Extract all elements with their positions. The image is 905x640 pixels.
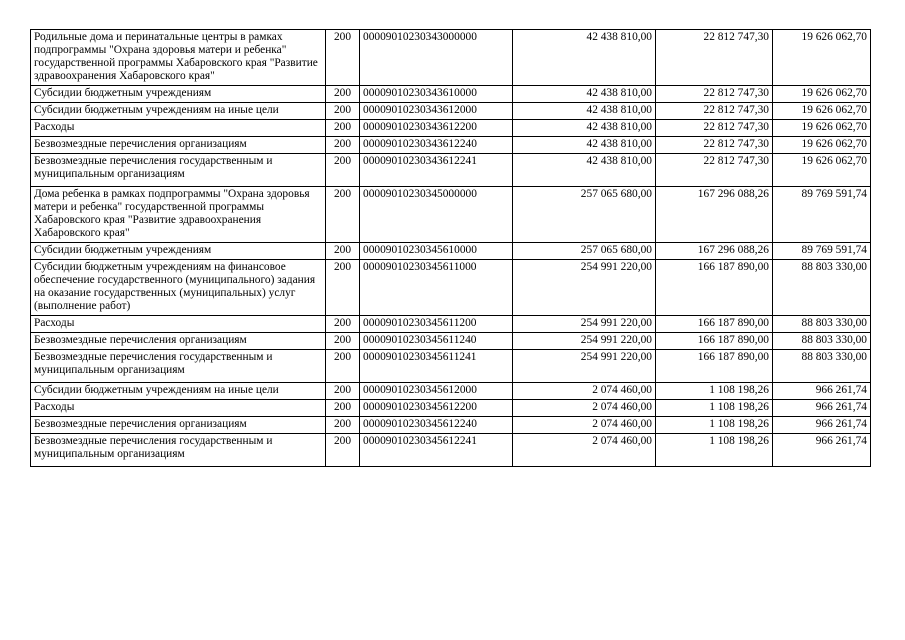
admin-code-cell: 200	[326, 400, 360, 417]
executed-amount-cell: 22 812 747,30	[656, 120, 773, 137]
executed-amount-cell: 1 108 198,26	[656, 383, 773, 400]
executed-amount-cell: 166 187 890,00	[656, 350, 773, 383]
admin-code-cell: 200	[326, 350, 360, 383]
admin-code-cell: 200	[326, 260, 360, 316]
admin-code-cell: 200	[326, 316, 360, 333]
executed-amount-cell: 166 187 890,00	[656, 260, 773, 316]
admin-code-cell: 200	[326, 137, 360, 154]
table-row	[31, 260, 871, 316]
classification-code-cell: 00009010230343612000	[360, 103, 513, 120]
expense-name-cell: Субсидии бюджетным учреждениям на иные цели	[31, 383, 326, 400]
classification-code-cell: 00009010230345612000	[360, 383, 513, 400]
approved-amount-cell: 254 991 220,00	[513, 350, 656, 383]
classification-code-cell: 00009010230343612241	[360, 154, 513, 187]
unexecuted-amount-cell: 19 626 062,70	[773, 120, 871, 137]
table-row	[31, 154, 871, 187]
classification-code-cell: 00009010230345611240	[360, 333, 513, 350]
table-row	[31, 400, 871, 417]
approved-amount-cell: 2 074 460,00	[513, 383, 656, 400]
approved-amount-cell: 257 065 680,00	[513, 243, 656, 260]
approved-amount-cell: 42 438 810,00	[513, 137, 656, 154]
expense-name-cell: Субсидии бюджетным учреждениям	[31, 86, 326, 103]
admin-code-cell: 200	[326, 417, 360, 434]
executed-amount-cell: 167 296 088,26	[656, 243, 773, 260]
executed-amount-cell: 166 187 890,00	[656, 316, 773, 333]
approved-amount-cell: 254 991 220,00	[513, 333, 656, 350]
table-row	[31, 243, 871, 260]
admin-code-cell: 200	[326, 120, 360, 137]
unexecuted-amount-cell: 19 626 062,70	[773, 154, 871, 187]
approved-amount-cell: 254 991 220,00	[513, 316, 656, 333]
expense-name-cell: Расходы	[31, 316, 326, 333]
unexecuted-amount-cell: 88 803 330,00	[773, 350, 871, 383]
approved-amount-cell: 42 438 810,00	[513, 30, 656, 86]
classification-code-cell: 00009010230345611200	[360, 316, 513, 333]
expense-name-cell: Безвозмездные перечисления государственным и муниципальным организациям	[31, 434, 326, 467]
approved-amount-cell: 254 991 220,00	[513, 260, 656, 316]
unexecuted-amount-cell: 966 261,74	[773, 434, 871, 467]
expense-name-cell: Безвозмездные перечисления государственным и муниципальным организациям	[31, 154, 326, 187]
expense-name-cell: Субсидии бюджетным учреждениям на финансовое обеспечение государственного (муниципального) задания на оказание государственных (муниципальных) услуг (выполнение работ)	[31, 260, 326, 316]
classification-code-cell: 00009010230345612200	[360, 400, 513, 417]
approved-amount-cell: 2 074 460,00	[513, 434, 656, 467]
table-row	[31, 137, 871, 154]
table-row	[31, 120, 871, 137]
executed-amount-cell: 1 108 198,26	[656, 417, 773, 434]
unexecuted-amount-cell: 19 626 062,70	[773, 30, 871, 86]
expense-name-cell: Дома ребенка в рамках подпрограммы "Охрана здоровья матери и ребенка" государственной программы Хабаровского края "Развитие здравоохранения Хабаровского края"	[31, 187, 326, 243]
table-body	[31, 30, 871, 467]
expense-name-cell: Субсидии бюджетным учреждениям на иные цели	[31, 103, 326, 120]
unexecuted-amount-cell: 88 803 330,00	[773, 333, 871, 350]
admin-code-cell: 200	[326, 333, 360, 350]
classification-code-cell: 00009010230345612240	[360, 417, 513, 434]
unexecuted-amount-cell: 89 769 591,74	[773, 243, 871, 260]
expense-name-cell: Безвозмездные перечисления государственным и муниципальным организациям	[31, 350, 326, 383]
table-row	[31, 316, 871, 333]
executed-amount-cell: 166 187 890,00	[656, 333, 773, 350]
executed-amount-cell: 22 812 747,30	[656, 137, 773, 154]
expense-name-cell: Субсидии бюджетным учреждениям	[31, 243, 326, 260]
expense-name-cell: Безвозмездные перечисления организациям	[31, 333, 326, 350]
table-row	[31, 434, 871, 467]
approved-amount-cell: 257 065 680,00	[513, 187, 656, 243]
approved-amount-cell: 42 438 810,00	[513, 120, 656, 137]
executed-amount-cell: 22 812 747,30	[656, 103, 773, 120]
budget-execution-table	[30, 29, 871, 467]
executed-amount-cell: 22 812 747,30	[656, 154, 773, 187]
executed-amount-cell: 167 296 088,26	[656, 187, 773, 243]
expense-name-cell: Расходы	[31, 400, 326, 417]
unexecuted-amount-cell: 966 261,74	[773, 417, 871, 434]
expense-name-cell: Родильные дома и перинатальные центры в рамках подпрограммы "Охрана здоровья матери и ребенка" государственной программы Хабаровского края "Развитие здравоохранения Хабаровского края"	[31, 30, 326, 86]
classification-code-cell: 00009010230345612241	[360, 434, 513, 467]
expense-name-cell: Безвозмездные перечисления организациям	[31, 417, 326, 434]
classification-code-cell: 00009010230343612200	[360, 120, 513, 137]
executed-amount-cell: 22 812 747,30	[656, 30, 773, 86]
executed-amount-cell: 1 108 198,26	[656, 434, 773, 467]
executed-amount-cell: 22 812 747,30	[656, 86, 773, 103]
unexecuted-amount-cell: 966 261,74	[773, 383, 871, 400]
admin-code-cell: 200	[326, 30, 360, 86]
approved-amount-cell: 2 074 460,00	[513, 417, 656, 434]
table-row	[31, 350, 871, 383]
unexecuted-amount-cell: 19 626 062,70	[773, 103, 871, 120]
classification-code-cell: 00009010230343610000	[360, 86, 513, 103]
unexecuted-amount-cell: 89 769 591,74	[773, 187, 871, 243]
expense-name-cell: Безвозмездные перечисления организациям	[31, 137, 326, 154]
admin-code-cell: 200	[326, 86, 360, 103]
unexecuted-amount-cell: 19 626 062,70	[773, 86, 871, 103]
unexecuted-amount-cell: 88 803 330,00	[773, 260, 871, 316]
classification-code-cell: 00009010230345611000	[360, 260, 513, 316]
classification-code-cell: 00009010230343000000	[360, 30, 513, 86]
admin-code-cell: 200	[326, 187, 360, 243]
classification-code-cell: 00009010230345000000	[360, 187, 513, 243]
approved-amount-cell: 42 438 810,00	[513, 103, 656, 120]
admin-code-cell: 200	[326, 383, 360, 400]
classification-code-cell: 00009010230343612240	[360, 137, 513, 154]
table-row	[31, 383, 871, 400]
admin-code-cell: 200	[326, 103, 360, 120]
admin-code-cell: 200	[326, 154, 360, 187]
executed-amount-cell: 1 108 198,26	[656, 400, 773, 417]
table-row	[31, 86, 871, 103]
classification-code-cell: 00009010230345610000	[360, 243, 513, 260]
admin-code-cell: 200	[326, 243, 360, 260]
expense-name-cell: Расходы	[31, 120, 326, 137]
table-row	[31, 30, 871, 86]
table-row	[31, 333, 871, 350]
classification-code-cell: 00009010230345611241	[360, 350, 513, 383]
approved-amount-cell: 42 438 810,00	[513, 154, 656, 187]
unexecuted-amount-cell: 966 261,74	[773, 400, 871, 417]
approved-amount-cell: 42 438 810,00	[513, 86, 656, 103]
unexecuted-amount-cell: 19 626 062,70	[773, 137, 871, 154]
table-row	[31, 187, 871, 243]
table-row	[31, 103, 871, 120]
unexecuted-amount-cell: 88 803 330,00	[773, 316, 871, 333]
admin-code-cell: 200	[326, 434, 360, 467]
table-row	[31, 417, 871, 434]
approved-amount-cell: 2 074 460,00	[513, 400, 656, 417]
